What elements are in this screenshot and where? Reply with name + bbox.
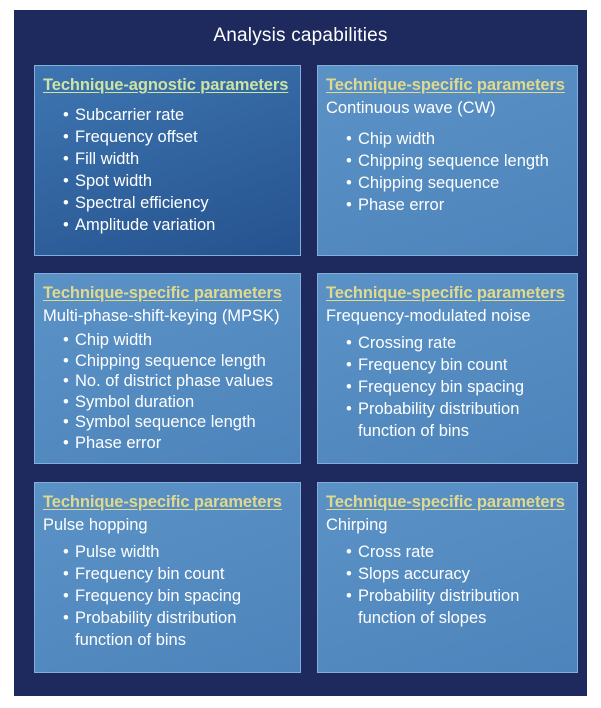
panel-heading: Technique-specific parameters [326,493,565,511]
panel-pulse-hopping [34,482,301,673]
list-item: • Chipping sequence length [326,150,569,172]
parameter-list [43,330,292,453]
list-item: • Symbol sequence length [43,412,292,433]
list-item: • Frequency offset [43,126,292,148]
panel-subtitle: Multi-phase-shift-keying (MPSK) [43,307,280,325]
parameter-list [326,332,569,442]
panel-heading: Technique-agnostic parameters [43,76,289,94]
list-item: • Phase error [326,194,569,216]
list-item: • Subcarrier rate [43,104,292,126]
list-item: • Crossing rate [326,332,569,354]
list-item: • Spectral efficiency [43,192,292,214]
panel-heading: Technique-specific parameters [43,493,282,511]
list-item: • Symbol duration [43,392,292,413]
list-item-continuation: function of bins [358,422,469,440]
panel-subtitle: Frequency-modulated noise [326,307,531,325]
panel-subtitle: Pulse hopping [43,516,148,534]
list-item: • Spot width [43,170,292,192]
list-item: • Pulse width [43,541,292,563]
panel-heading: Technique-specific parameters [326,76,565,94]
panel-technique-agnostic [34,65,301,256]
panel-continuous-wave [317,65,578,256]
panel-heading: Technique-specific parameters [326,284,565,302]
parameter-list [43,541,292,651]
list-item: • Cross rate [326,541,569,563]
panel-frequency-modulated-noise [317,273,578,464]
panel-subtitle: Chirping [326,516,388,534]
list-item: • No. of district phase values [43,371,292,392]
list-item: • Slops accuracy [326,563,569,585]
list-item: • Frequency bin count [43,563,292,585]
list-item: • Frequency bin spacing [43,585,292,607]
panel-heading: Technique-specific parameters [43,284,282,302]
parameter-list [326,541,569,629]
list-item: • Probability distribution [326,585,569,607]
list-item: • Amplitude variation [43,214,292,236]
panel-mpsk [34,273,301,464]
diagram-title: Analysis capabilities [213,25,388,46]
list-item: • Chip width [326,128,569,150]
panel-chirping [317,482,578,673]
list-item: • Probability distribution [326,398,569,420]
list-item: • Frequency bin count [326,354,569,376]
list-item: • Phase error [43,433,292,454]
diagram-frame [14,10,587,696]
parameter-list [43,104,292,236]
list-item: • Chipping sequence length [43,351,292,372]
parameter-list [326,128,569,216]
list-item: • Chip width [43,330,292,351]
list-item: • Fill width [43,148,292,170]
list-item: • Frequency bin spacing [326,376,569,398]
panel-subtitle: Continuous wave (CW) [326,99,496,117]
list-item-continuation: function of slopes [358,609,487,627]
list-item: • Probability distribution [43,607,292,629]
list-item: • Chipping sequence [326,172,569,194]
list-item-continuation: function of bins [75,631,186,649]
